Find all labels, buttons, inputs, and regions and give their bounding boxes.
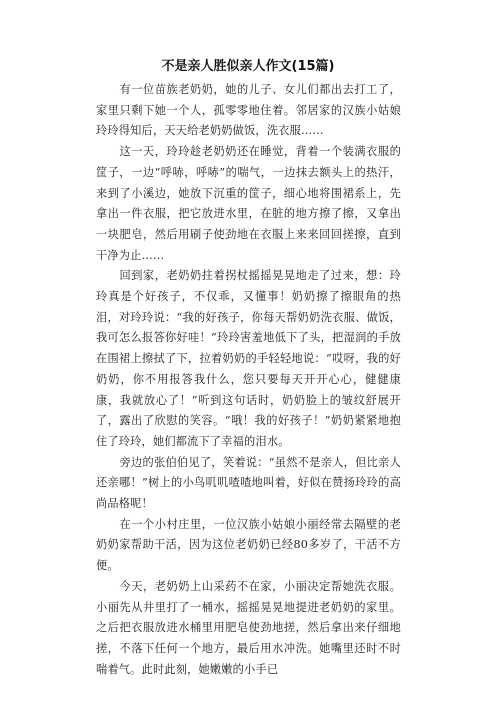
paragraph: 在一个小村庄里，一位汉族小姑娘小丽经常去隔壁的老奶奶家帮助干活，因为这位老奶奶已经80多岁了，干活不方便。 bbox=[96, 517, 401, 573]
paragraph: 回到家，老奶奶拄着拐杖摇摇晃晃地走了过来，想：玲玲真是个好孩子，不仅乖，又懂事！奶奶擦了擦眼角的热泪，对玲玲说：“我的好孩子，你每天帮奶奶洗衣服、做饭，我可怎么报答你好哇！”玲玲害羞地低下了头，把湿润的手放在围裙上擦拭了下，拉着奶奶的手轻轻地说：“哎呀，我的好奶奶，你不用报答我什么，您只要每天开开心心，健健康康，我就放心了！”听到这句话时，奶奶脸上的皱纹舒展开了，露出了欣慰的笑容。“哦！我的好孩子！”奶奶紧紧地抱住了玲玲，她们都流下了幸福的泪水。 bbox=[96, 269, 401, 448]
document-body bbox=[96, 80, 401, 680]
paragraph: 有一位苗族老奶奶，她的儿子、女儿们都出去打工了，家里只剩下她一个人，孤零零地住着。邻居家的汉族小姑娘玲玲得知后，天天给老奶奶做饭，洗衣服…… bbox=[96, 83, 401, 138]
document-title: 不是亲人胜似亲人作文(15篇) bbox=[161, 59, 335, 74]
paragraph: 今天，老奶奶上山采药不在家，小丽决定帮她洗衣服。小丽先从井里打了一桶水，摇摇晃晃地提进老奶奶的家里。之后把衣服放进水桶里用肥皂使劲地搓，然后拿出来仔细地搓，不落下任何一个地方，最后用水冲洗。她嘴里还时不时喘着气。此时此刻，她嫩嫩的小手已 bbox=[96, 579, 401, 676]
paragraph: 旁边的张伯伯见了，笑着说：“虽然不是亲人，但比亲人还亲哪！”树上的小鸟叽叽喳喳地叫着，好似在赞扬玲玲的高尚品格呢！ bbox=[96, 455, 401, 511]
paragraph: 这一天，玲玲趁老奶奶还在睡觉，背着一个装满衣服的筐子，一边“呼哧，呼哧”的喘气，一边抹去额头上的热汗，来到了小溪边，她放下沉重的筐子，细心地将围裙系上，先拿出一件衣服，把它放进水里，在脏的地方擦了擦，又拿出一块肥皂，然后用刷子使劲地在衣服上来来回回搓擦，直到干净为止…… bbox=[96, 145, 401, 262]
